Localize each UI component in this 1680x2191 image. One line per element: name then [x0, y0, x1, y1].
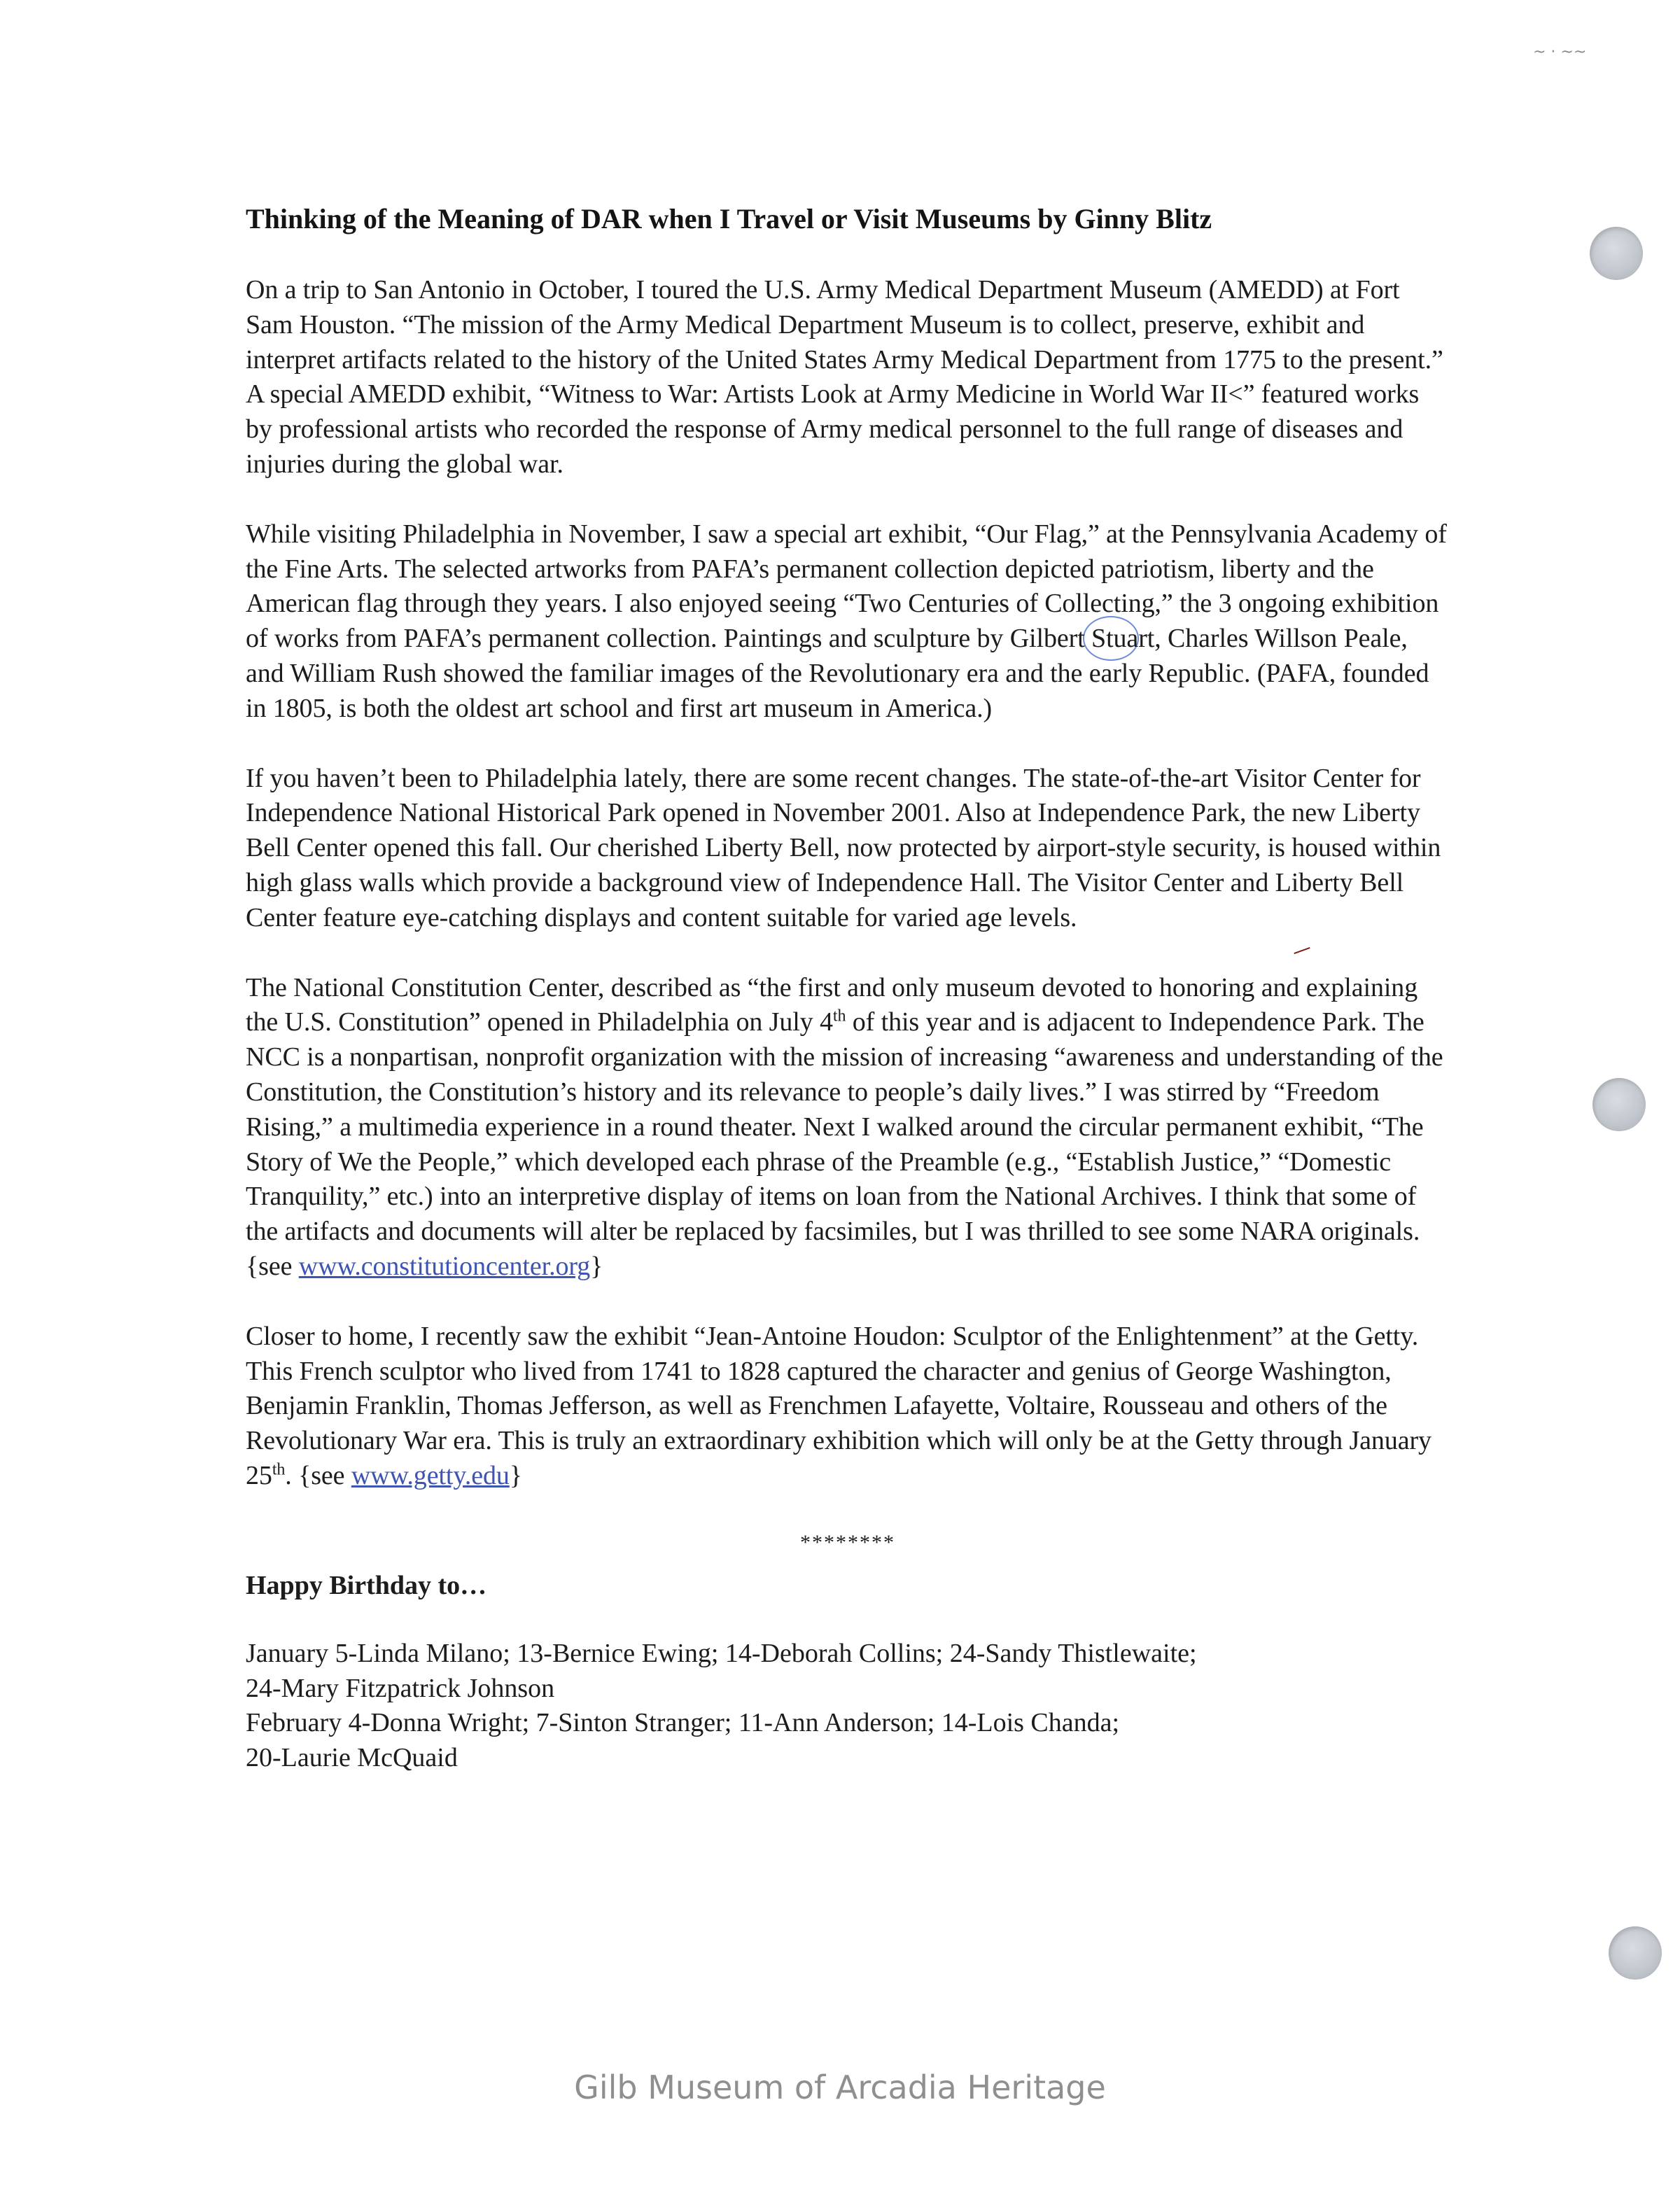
- getty-link[interactable]: www.getty.edu: [351, 1460, 510, 1490]
- hole-punch-top: [1590, 227, 1643, 280]
- paragraph-getty: [246, 1320, 1450, 1494]
- ncc-text-1: The National Constitution Center, described as “the first and only museum devoted to honoring and explaining the U.S. Constitution” opened in Philadelphia on July 4: [246, 972, 1418, 1037]
- birthday-line: February 4-Donna Wright; 7-Sinton Stranger; 11-Ann Anderson; 14-Lois Chanda;: [246, 1708, 1120, 1738]
- article: [246, 202, 1450, 1776]
- getty-text-3: }: [509, 1460, 522, 1490]
- article-title: Thinking of the Meaning of DAR when I Travel or Visit Museums by Ginny Blitz: [246, 203, 1212, 234]
- paragraph-amedd: On a trip to San Antonio in October, I toured the U.S. Army Medical Department Museum (AMEDD) at Fort Sam Houston. “The mission of the Army Medical Department Museum is to collect, preserve, exhibit and interpret artifacts related to the history of the United States Army Medical Department from 1775 to the present.” A special AMEDD exhibit, “Witness to War: Artists Look at Army Medicine in World War II<” featured works by professional artists who recorded the response of Army medical personnel to the full range of diseases and injuries during the global war.: [246, 275, 1443, 479]
- paragraph-pafa: While visiting Philadelphia in November, I saw a special art exhibit, “Our Flag,” at the Pennsylvania Academy of the Fine Arts. The selected artworks from PAFA’s permanent collection depicted patriotism, liberty and the American flag through they years. I also enjoyed seeing “Two Centuries of Collecting,” the 3 ongoing exhibition of works from PAFA’s permanent collection. Paintings and sculpture by Gilbert Stuart, Charles Willson Peale, and William Rush showed the familiar images of the Revolutionary era and the early Republic. (PAFA, founded in 1805, is both the oldest art school and first art museum in America.): [246, 519, 1447, 723]
- getty-text-1: Closer to home, I recently saw the exhibit “Jean-Antoine Houdon: Sculptor of the Enlightenment” at the Getty. This French sculptor who lived from 1741 to 1828 captured the character and genius of George Washington, Benjamin Franklin, Thomas Jefferson, as well as Frenchmen Lafayette, Voltaire, Rousseau and others of the Revolutionary War era. This is truly an extraordinary exhibition which will only be at the Getty through January 25: [246, 1321, 1432, 1490]
- hole-punch-middle: [1592, 1078, 1646, 1131]
- paragraph-independence-park: If you haven’t been to Philadelphia lately, there are some recent changes. The state-of-the-art Visitor Center for Independence National Historical Park opened in November 2001. Also at Independence Park, the new Liberty Bell Center opened this fall. Our cherished Liberty Bell, now protected by airport-style security, is housed within high glass walls which provide a background view of Independence Hall. The Visitor Center and Liberty Bell Center feature eye-catching displays and content suitable for varied age levels.: [246, 763, 1441, 932]
- getty-superscript: th: [272, 1460, 286, 1479]
- paragraph-constitution-center: [246, 971, 1450, 1284]
- getty-text-2: . {see: [285, 1460, 351, 1490]
- hole-punch-bottom: [1609, 1926, 1662, 1980]
- ncc-text-2: of this year and is adjacent to Independence Park. The NCC is a nonpartisan, nonprofit organization with the mission of increasing “awareness and understanding of the Constitution, the Constitution’s history and its relevance to people’s daily lives.” I was stirred by “Freedom Rising,” a multimedia experience in a round theater. Next I walked around the circular permanent exhibit, “The Story of We the People,” which developed each phrase of the Preamble (e.g., “Establish Justice,” “Domestic Tranquility,” etc.) into an interpretive display of items on loan from the National Archives. I think that some of the artifacts and documents will alter be replaced by facsimiles, but I was thrilled to see some NARA originals. {see: [246, 1007, 1443, 1281]
- birthday-line: 24-Mary Fitzpatrick Johnson: [246, 1673, 555, 1703]
- constitutioncenter-link[interactable]: www.constitutioncenter.org: [298, 1251, 591, 1281]
- birthday-line: January 5-Linda Milano; 13-Bernice Ewing; 14-Deborah Collins; 24-Sandy Thistlewaite;: [246, 1638, 1197, 1668]
- section-separator: ********: [800, 1530, 895, 1554]
- birthday-heading: Happy Birthday to…: [246, 1570, 487, 1600]
- birthday-line: 20-Laurie McQuaid: [246, 1743, 458, 1773]
- ncc-text-3: }: [590, 1251, 603, 1281]
- ncc-superscript: th: [832, 1007, 846, 1026]
- watermark: Gilb Museum of Arcadia Heritage: [574, 2068, 1106, 2106]
- scan-speck: ~ · ~~: [1533, 43, 1587, 61]
